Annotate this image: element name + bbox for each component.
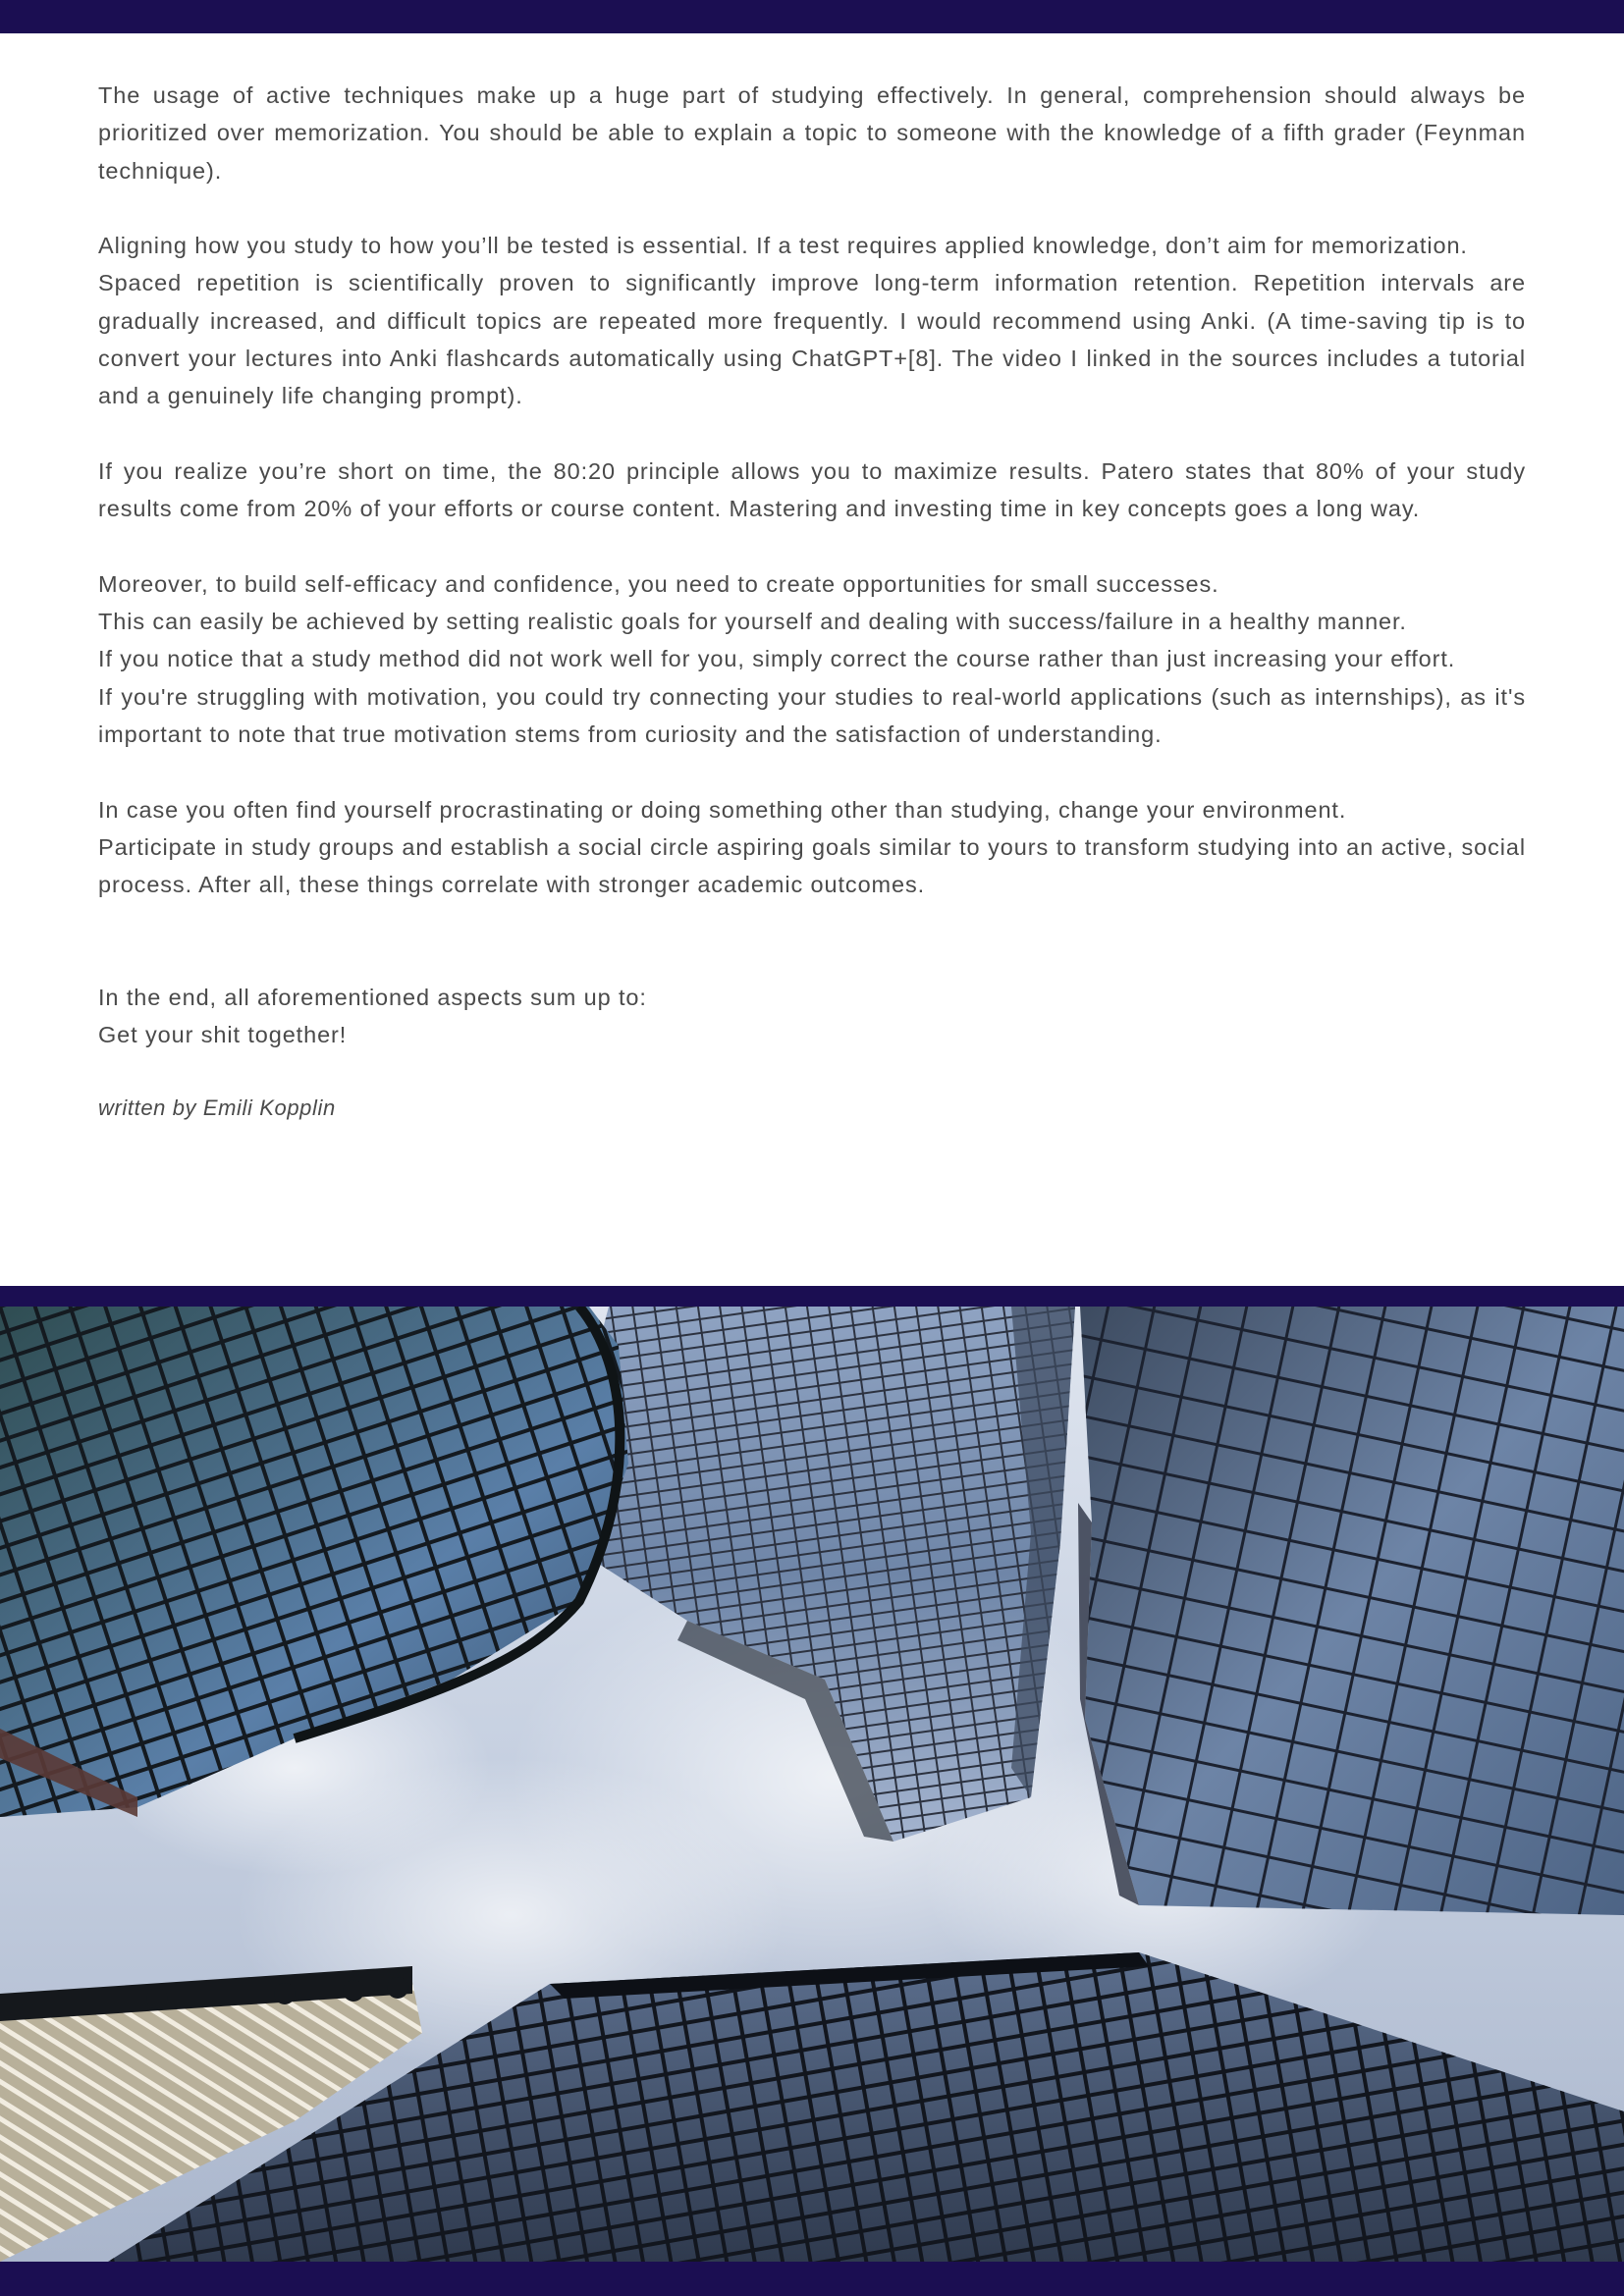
paragraph-summary-intro: In the end, all aforementioned aspects sum up to: xyxy=(98,985,647,1011)
author-signature: written by Emili Kopplin xyxy=(98,1095,336,1120)
skyscraper-photo xyxy=(0,1307,1624,2262)
paragraph-realistic-goals: This can easily be achieved by setting realistic goals for yourself and dealing with success/failure in a healthy manner. xyxy=(98,609,1407,635)
photo-top-band xyxy=(0,1286,1624,1307)
bottom-band xyxy=(0,2262,1624,2296)
paragraph-align-testing: Aligning how you study to how you’ll be tested is essential. If a test requires applied knowledge, don’t aim for memorization. xyxy=(98,233,1468,259)
paragraph-pareto-principle: If you realize you’re short on time, the 80:20 principle allows you to maximize results. Patero states that 80% of your study results come from 20% of your efforts or course content. Mastering and investing time in key concepts goes a long way. xyxy=(98,457,1526,522)
paragraph-summary-punchline: Get your shit together! xyxy=(98,1022,348,1048)
paragraph-motivation: If you're struggling with motivation, you could try connecting your studies to real-world applications (such as internships), as it's important to note that true motivation stems from curiosity and the satisfaction of understanding. xyxy=(98,683,1526,748)
paragraph-correct-course: If you notice that a study method did not work well for you, simply correct the course rather than just increasing your effort. xyxy=(98,646,1456,672)
paragraph-self-efficacy: Moreover, to build self-efficacy and confidence, you need to create opportunities for small successes. xyxy=(98,570,1219,597)
paragraph-study-groups: Participate in study groups and establish a social circle aspiring goals similar to yours to transform studying into an active, social process. After all, these things correlate with stronger academic outcomes. xyxy=(98,833,1526,898)
paragraph-active-techniques: The usage of active techniques make up a huge part of studying effectively. In general, comprehension should always be prioritized over memorization. You should be able to explain a topic to someone with the knowledge of a fifth grader (Feynman technique). xyxy=(98,82,1526,184)
paragraph-spaced-repetition: Spaced repetition is scientifically proven to significantly improve long-term information retention. Repetition intervals are gradually increased, and difficult topics are repeated more frequently. I would recommend using Anki. (A time-saving tip is to convert your lectures into Anki flashcards automatically using ChatGPT+[8]. The video I linked in the sources includes a tutorial and a genuinely life changing prompt). xyxy=(98,270,1526,409)
paragraph-environment: In case you often find yourself procrastinating or doing something other than studying, change your environment. xyxy=(98,796,1347,823)
article-body xyxy=(98,77,1526,1127)
top-band xyxy=(0,0,1624,33)
